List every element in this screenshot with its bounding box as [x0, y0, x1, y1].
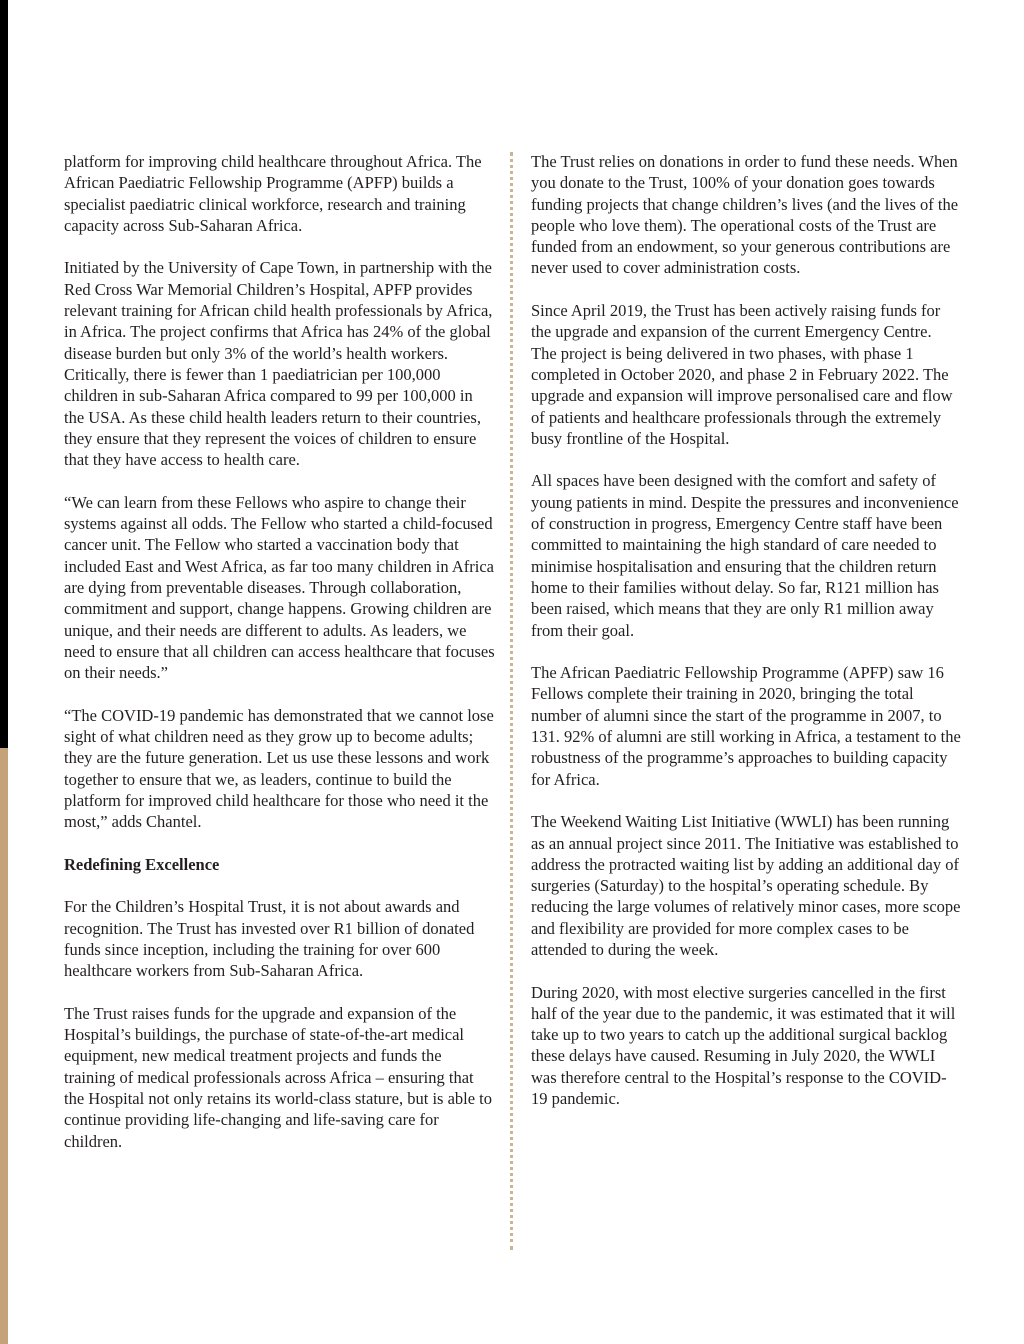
quote-paragraph: “The COVID-19 pandemic has demonstrated that we cannot lose sight of what children need as they grow up to become adults; they are the future generation. Let us use these lessons and work together to ensure that we, as leaders, continue to build the platform for improved child healthcare for those who need it the most,” adds Chantel. [64, 705, 494, 832]
paragraph: The Weekend Waiting List Initiative (WWLI) has been running as an annual project since 2011. The Initiative was established to address the protracted waiting list by adding an additional day of surgeries (Saturday) to the hospital’s operating schedule. By reducing the large volumes of relatively minor cases, more scope and flexibility are provided for more complex cases to be attended to during the week. [531, 812, 961, 959]
paragraph: Since April 2019, the Trust has been actively raising funds for the upgrade and expansion of the current Emergency Centre. The project is being delivered in two phases, with phase 1 completed in October 2020, and phase 2 in February 2022. The upgrade and expansion will improve personalised care and flow of patients and healthcare professionals through the extremely busy frontline of the Hospital. [531, 301, 953, 448]
paragraph: The African Paediatric Fellowship Programme (APFP) saw 16 Fellows complete their training in 2020, bringing the total number of alumni since the start of the programme in 2007, to 131. 92% of alumni are still working in Africa, a testament to the robustness of the programme’s approaches to building capacity for Africa. [531, 663, 961, 789]
paragraph: During 2020, with most elective surgeries cancelled in the first half of the year due to the pandemic, it was estimated that it will take up to two years to catch up the additional surgical backlog these delays have caused. Resuming in July 2020, the WWLI was therefore central to the Hospital’s response to the COVID-19 pandemic. [531, 982, 956, 1109]
quote-paragraph: “We can learn from these Fellows who aspire to change their systems against all odds. The Fellow who started a child-focused cancer unit. The Fellow who started a vaccination body that included East and West Africa, as far too many children in Africa are dying from preventable diseases. Through collaboration, commitment and support, change happens. Growing children are unique, and their needs are different to adults. As leaders, we need to ensure that all children can access healthcare that focuses on their needs.” [64, 492, 495, 683]
right-text-column [531, 151, 961, 1131]
paragraph: For the Children’s Hospital Trust, it is not about awards and recognition. The Trust has invested over R1 billion of donated funds since inception, including the training for over 600 healthcare workers from Sub-Saharan Africa. [64, 897, 475, 981]
paragraph: All spaces have been designed with the comfort and safety of young patients in mind. Despite the pressures and inconvenience of construction in progress, Emergency Centre staff have been committed to maintaining the high standard of care needed to minimise hospitalisation and ensuring that the children return home to their families without delay. So far, R121 million has been raised, which means that they are only R1 million away from their goal. [531, 471, 959, 640]
section-heading: Redefining Excellence [64, 854, 220, 874]
paragraph: The Trust relies on donations in order to fund these needs. When you donate to the Trust, 100% of your donation goes towards funding projects that change children’s lives (and the lives of the people who love them). The operational costs of the Trust are funded from an endowment, so your generous contributions are never used to cover administration costs. [531, 152, 959, 278]
left-text-column [64, 151, 496, 1173]
paragraph: Initiated by the University of Cape Town, in partnership with the Red Cross War Memorial Children’s Hospital, APFP provides relevant training for African child health professionals by Africa, in Africa. The project confirms that Africa has 24% of the global disease burden but only 3% of the world’s health workers. Critically, there is fewer than 1 paediatrician per 100,000 children in sub-Saharan Africa compared to 99 per 100,000 in the USA. As these child health leaders return to their countries, they ensure that they represent the voices of children to ensure that they have access to health care. [64, 258, 493, 470]
paragraph: platform for improving child healthcare throughout Africa. The African Paediatric Fellowship Programme (APFP) builds a specialist paediatric clinical workforce, research and training capacity across Sub-Saharan Africa. [64, 152, 482, 235]
dotted-column-divider [510, 152, 513, 1250]
edge-bar-black [0, 0, 8, 748]
edge-bar-tan [0, 748, 8, 1344]
paragraph: The Trust raises funds for the upgrade and expansion of the Hospital’s buildings, the purchase of state-of-the-art medical equipment, new medical treatment projects and funds the training of medical professionals across Africa – ensuring that the Hospital not only retains its world-class stature, but is able to continue providing life-changing and life-saving care for children. [64, 1003, 493, 1151]
